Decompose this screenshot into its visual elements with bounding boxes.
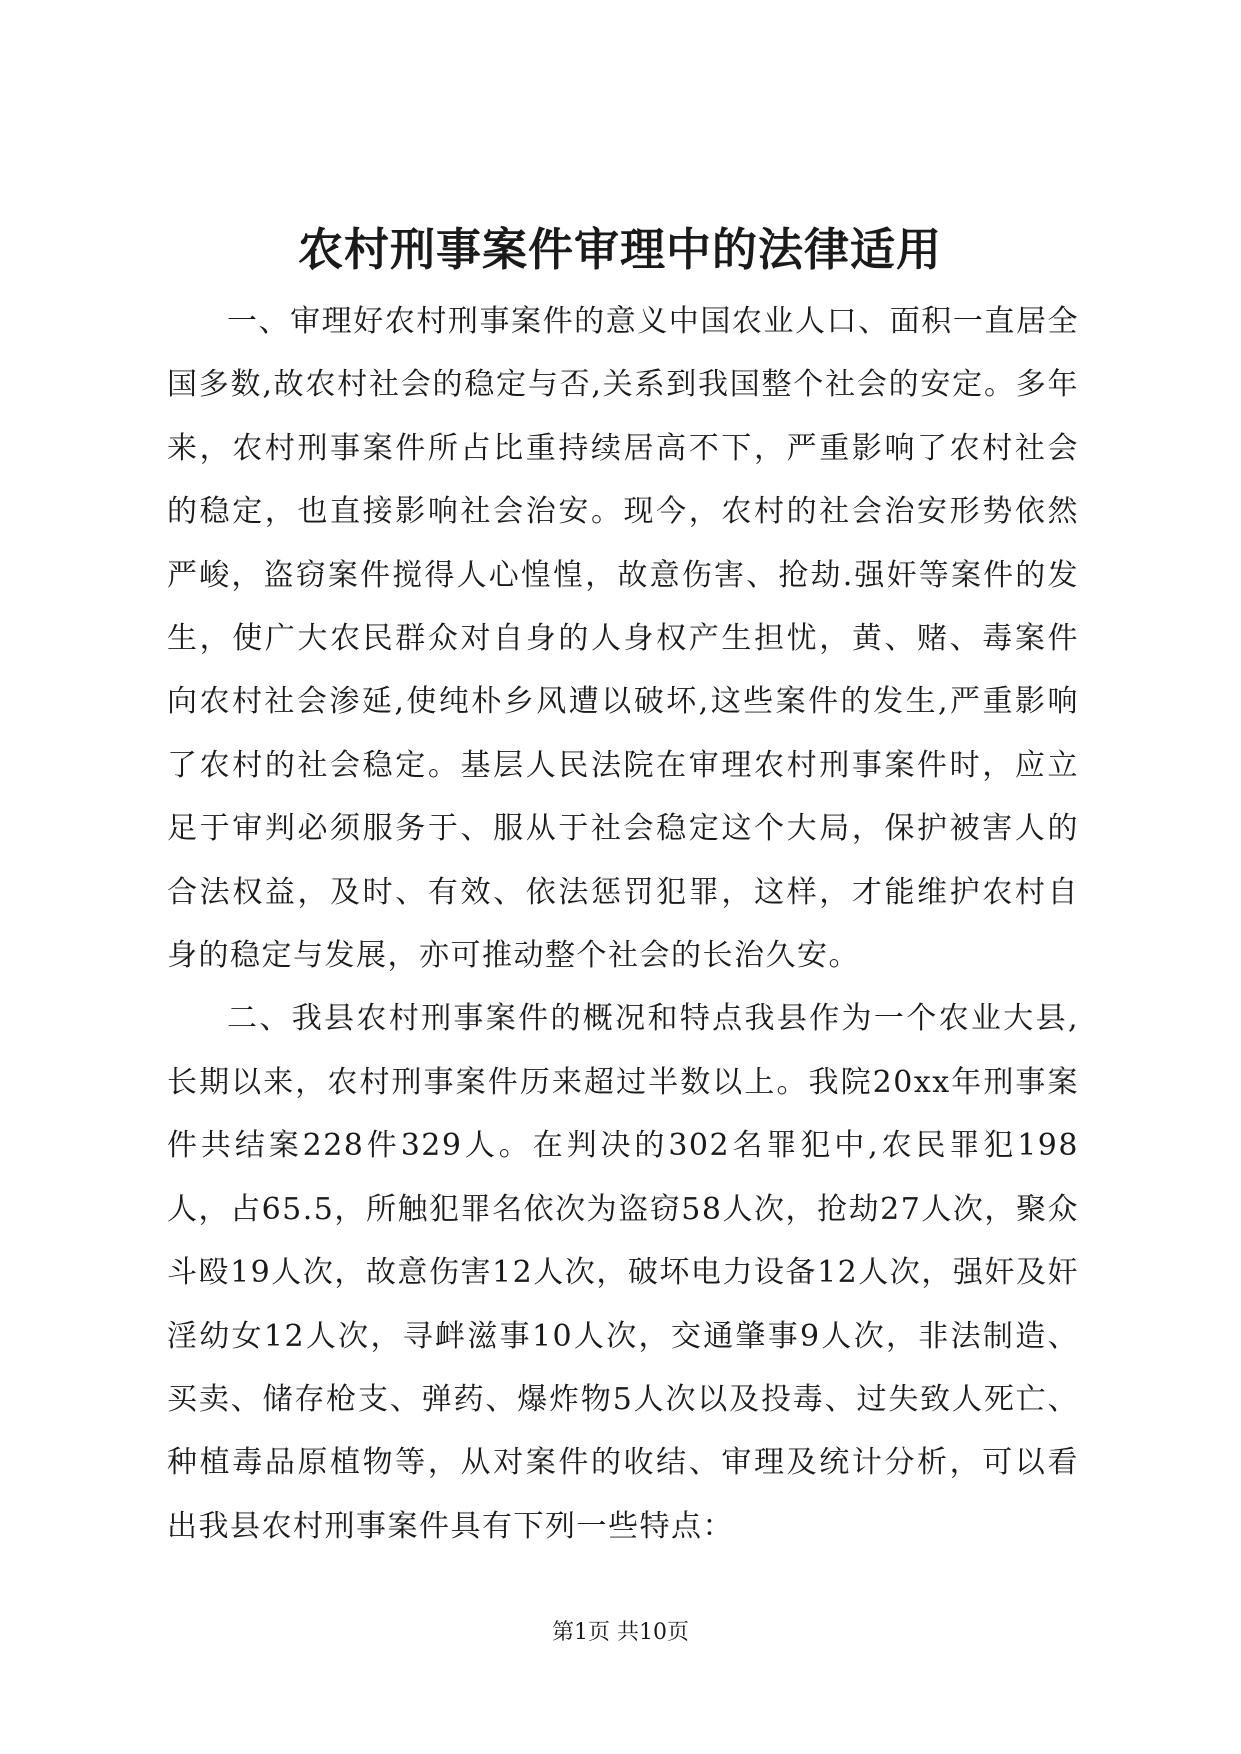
page-footer: 第1页 共10页: [552, 1620, 689, 1645]
paragraph-1: 一、审理好农村刑事案件的意义中国农业人口、面积一直居全国多数,故农村社会的稳定与否,关系到我国整个社会的安定。多年来，农村刑事案件所占比重持续居高不下，严重影响了农村社会的稳定，也直接影响社会治安。现今，农村的社会治安形势依然严峻，盗窃案件搅得人心惶惶，故意伤害、抢劫.强奸等案件的发生，使广大农民群众对自身的人身权产生担忧，黄、赌、毒案件向农村社会渗延,使纯朴乡风遭以破坏,这些案件的发生,严重影响了农村的社会稳定。基层人民法院在审理农村刑事案件时，应立足于审判必须服务于、服从于社会稳定这个大局，保护被害人的合法权益，及时、有效、依法惩罚犯罪，这样，才能维护农村自身的稳定与发展，亦可推动整个社会的长治久安。: [167, 304, 1079, 974]
document-title: 农村刑事案件审理中的法律适用: [297, 223, 942, 276]
document-body: [167, 290, 1079, 1558]
paragraph-2: 二、我县农村刑事案件的概况和特点我县作为一个农业大县,长期以来，农村刑事案件历来超过半数以上。我院20xx年刑事案件共结案228件329人。在判决的302名罪犯中,农民罪犯198人，占65.5，所触犯罪名依次为盗窃58人次，抢劫27人次，聚众斗殴19人次，故意伤害12人次，破坏电力设备12人次，强奸及奸淫幼女12人次，寻衅滋事10人次，交通肇事9人次，非法制造、买卖、储存枪支、弹药、爆炸物5人次以及投毒、过失致人死亡、种植毒品原植物等，从对案件的收结、审理及统计分析，可以看出我县农村刑事案件具有下列一些特点：: [167, 1001, 1079, 1544]
